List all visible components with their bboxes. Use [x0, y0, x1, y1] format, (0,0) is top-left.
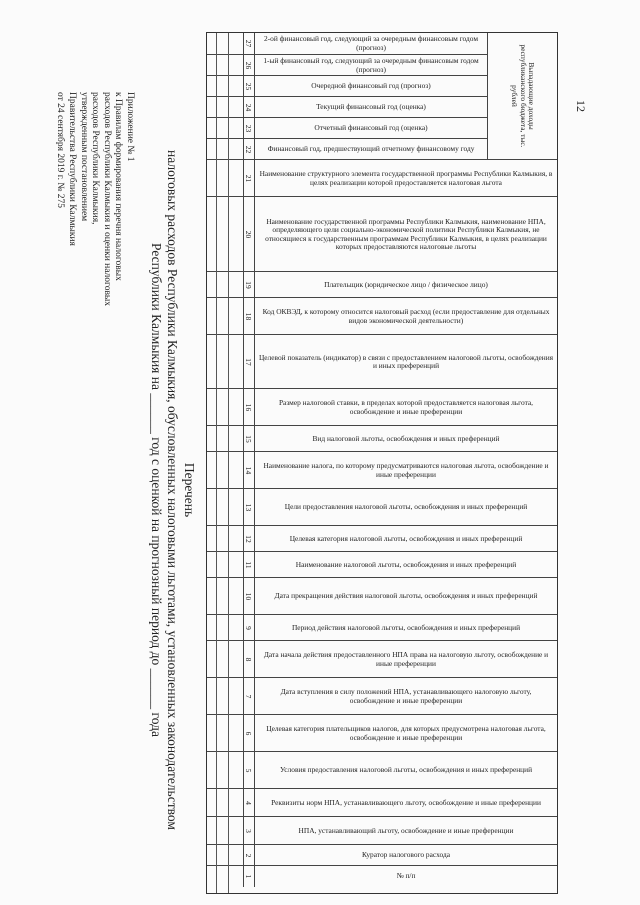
column-number: 17	[243, 335, 255, 389]
table-column	[207, 334, 557, 388]
table-column	[207, 271, 557, 297]
appendix-header	[54, 92, 135, 322]
column-number: 14	[243, 452, 255, 489]
row-divider	[216, 33, 217, 893]
column-number: 15	[243, 426, 255, 452]
column-header: Целевая категория плательщиков налогов, для которых предусмотрена налоговая льгота, освобождение и иные преференции	[266, 724, 546, 742]
column-number: 3	[243, 817, 255, 845]
table-column	[207, 677, 557, 714]
header-line: от 24 сентября 2019 г. № 275	[55, 92, 66, 209]
column-number: 19	[243, 272, 255, 298]
title-line: Перечень	[182, 462, 197, 518]
table-column	[207, 714, 557, 751]
column-number: 12	[243, 526, 255, 552]
column-header: Куратор налогового расхода	[361, 850, 451, 860]
table-column	[207, 388, 557, 425]
column-header: 2-ой финансовый год, следующий за очередным финансовым годом (прогноз)	[263, 34, 479, 52]
header-line: расходов Республики Калмыкия и оценки налоговых	[101, 92, 112, 307]
column-header: Реквизиты норм НПА, устанавливающего льготу, освобождение и иные преференции	[271, 797, 541, 807]
table-column	[207, 551, 557, 577]
column-number: 7	[243, 678, 255, 715]
column-number: 24	[243, 97, 255, 118]
column-header: Дата прекращения действия налоговой льготы, освобождения и иных преференций	[274, 591, 538, 601]
table-column	[207, 297, 557, 334]
column-header: Наименование налоговой льготы, освобождения и иных преференций	[295, 559, 517, 569]
table-column	[207, 614, 557, 640]
column-header: Период действия налоговой льготы, освобождения и иных преференций	[291, 622, 521, 632]
document-title	[148, 80, 198, 900]
column-header: Вид налоговой льготы, освобождения и иных преференций	[312, 433, 500, 443]
table-column	[207, 751, 557, 788]
budget-group-header: Выпадающие доходы республиканского бюджета, тыс. рублей	[487, 33, 557, 159]
column-number: 26	[243, 55, 255, 76]
page-number: 12	[574, 100, 588, 112]
column-header: Размер налоговой ставки, в пределах которой предоставляется налоговая льгота, освобождение и иные преференции	[278, 398, 534, 416]
table-column	[207, 425, 557, 451]
table-column	[207, 844, 557, 865]
column-header: Очередной финансовый год (прогноз)	[311, 81, 431, 91]
table-column	[207, 865, 557, 886]
column-number: 22	[243, 139, 255, 160]
column-number: 11	[243, 552, 255, 578]
column-number: 25	[243, 76, 255, 97]
column-header: Дата начала действия предоставленного НПА права на налоговую льготу, освобождение и иные преференции	[263, 650, 549, 668]
column-header: Код ОКВЭД, к которому относится налоговый расход (если предоставление для отдельных видов экономической деятельности)	[262, 307, 550, 325]
column-number: 20	[243, 197, 255, 272]
header-line: расходов Республики Калмыкия,	[90, 92, 101, 225]
column-header: Плательщик (юридическое лицо / физическое лицо)	[324, 279, 488, 289]
column-header: Отчетный финансовый год (оценка)	[314, 123, 428, 133]
column-header: Целевая категория налоговой льготы, освобождения и иных преференций	[289, 533, 523, 543]
column-number: 2	[243, 845, 255, 866]
column-number: 13	[243, 489, 255, 526]
column-header: № п/п	[396, 871, 416, 881]
column-number: 18	[243, 298, 255, 335]
column-number: 23	[243, 118, 255, 139]
column-number: 1	[243, 866, 255, 887]
column-header: Целевой показатель (индикатор) в связи с предоставлением налоговой льготы, освобождения и иных преференций	[258, 352, 554, 370]
table-column	[207, 159, 557, 196]
table-column	[207, 640, 557, 677]
column-number: 4	[243, 789, 255, 817]
header-line: к Правилам формирования перечня налоговых	[113, 92, 124, 281]
tax-expenditure-table	[206, 32, 558, 894]
table-column	[207, 196, 557, 271]
column-number: 10	[243, 578, 255, 615]
table-column	[207, 816, 557, 844]
column-header: Цели предоставления налоговой льготы, освобождения и иных преференций	[284, 502, 528, 512]
column-header: 1-ый финансовый год, следующий за очередным финансовым годом (прогноз)	[263, 56, 479, 74]
title-line: Республики Калмыкия на ______ год с оценкой на прогнозный период до ______ года	[149, 243, 164, 737]
table-column	[207, 451, 557, 488]
column-header: Дата вступления в силу положений НПА, устанавливающего налоговую льготу, освобождение и иные преференции	[280, 687, 532, 705]
table-column	[207, 577, 557, 614]
column-number: 6	[243, 715, 255, 752]
column-header: Наименование налога, по которому предусматриваются налоговая льгота, освобождение и иные преференции	[263, 461, 549, 479]
header-line: утвержденным постановлением	[78, 92, 89, 222]
column-header: Финансовый год, предшествующий отчетному финансовому году	[267, 144, 475, 154]
column-number: 27	[243, 33, 255, 54]
table-column	[207, 525, 557, 551]
column-header: НПА, устанавливающий льготу, освобождение и иные преференции	[298, 825, 514, 835]
column-number: 9	[243, 615, 255, 641]
header-line: Правительства Республики Калмыкия	[67, 92, 78, 246]
table-column	[207, 488, 557, 525]
column-header: Условия предоставления налоговой льготы, освобождения и иных преференций	[279, 765, 533, 775]
column-number: 5	[243, 752, 255, 789]
column-number: 16	[243, 389, 255, 426]
column-number: 21	[243, 160, 255, 197]
title-line: налоговых расходов Республики Калмыкия, обусловленных налоговыми льготами, установленных законодательством	[165, 150, 181, 830]
column-number: 8	[243, 641, 255, 678]
column-header: Текущий финансовый год (оценка)	[316, 102, 426, 112]
column-header: Наименование государственной программы Республики Калмыкия, наименование НПА, определяющего цели социально-экономической политики Республики Калмыкия, не относящиеся к государственным программам Республики Калмыкия, в целях реализации которых предоставляются налоговые льготы	[265, 216, 547, 251]
header-line: Приложение № 1	[125, 92, 135, 162]
column-header: Наименование структурного элемента государственной программы Республики Калмыкия, в целях реализации которой предоставляется налоговая льгота	[259, 169, 553, 187]
row-divider	[228, 33, 229, 893]
table-column	[207, 788, 557, 816]
